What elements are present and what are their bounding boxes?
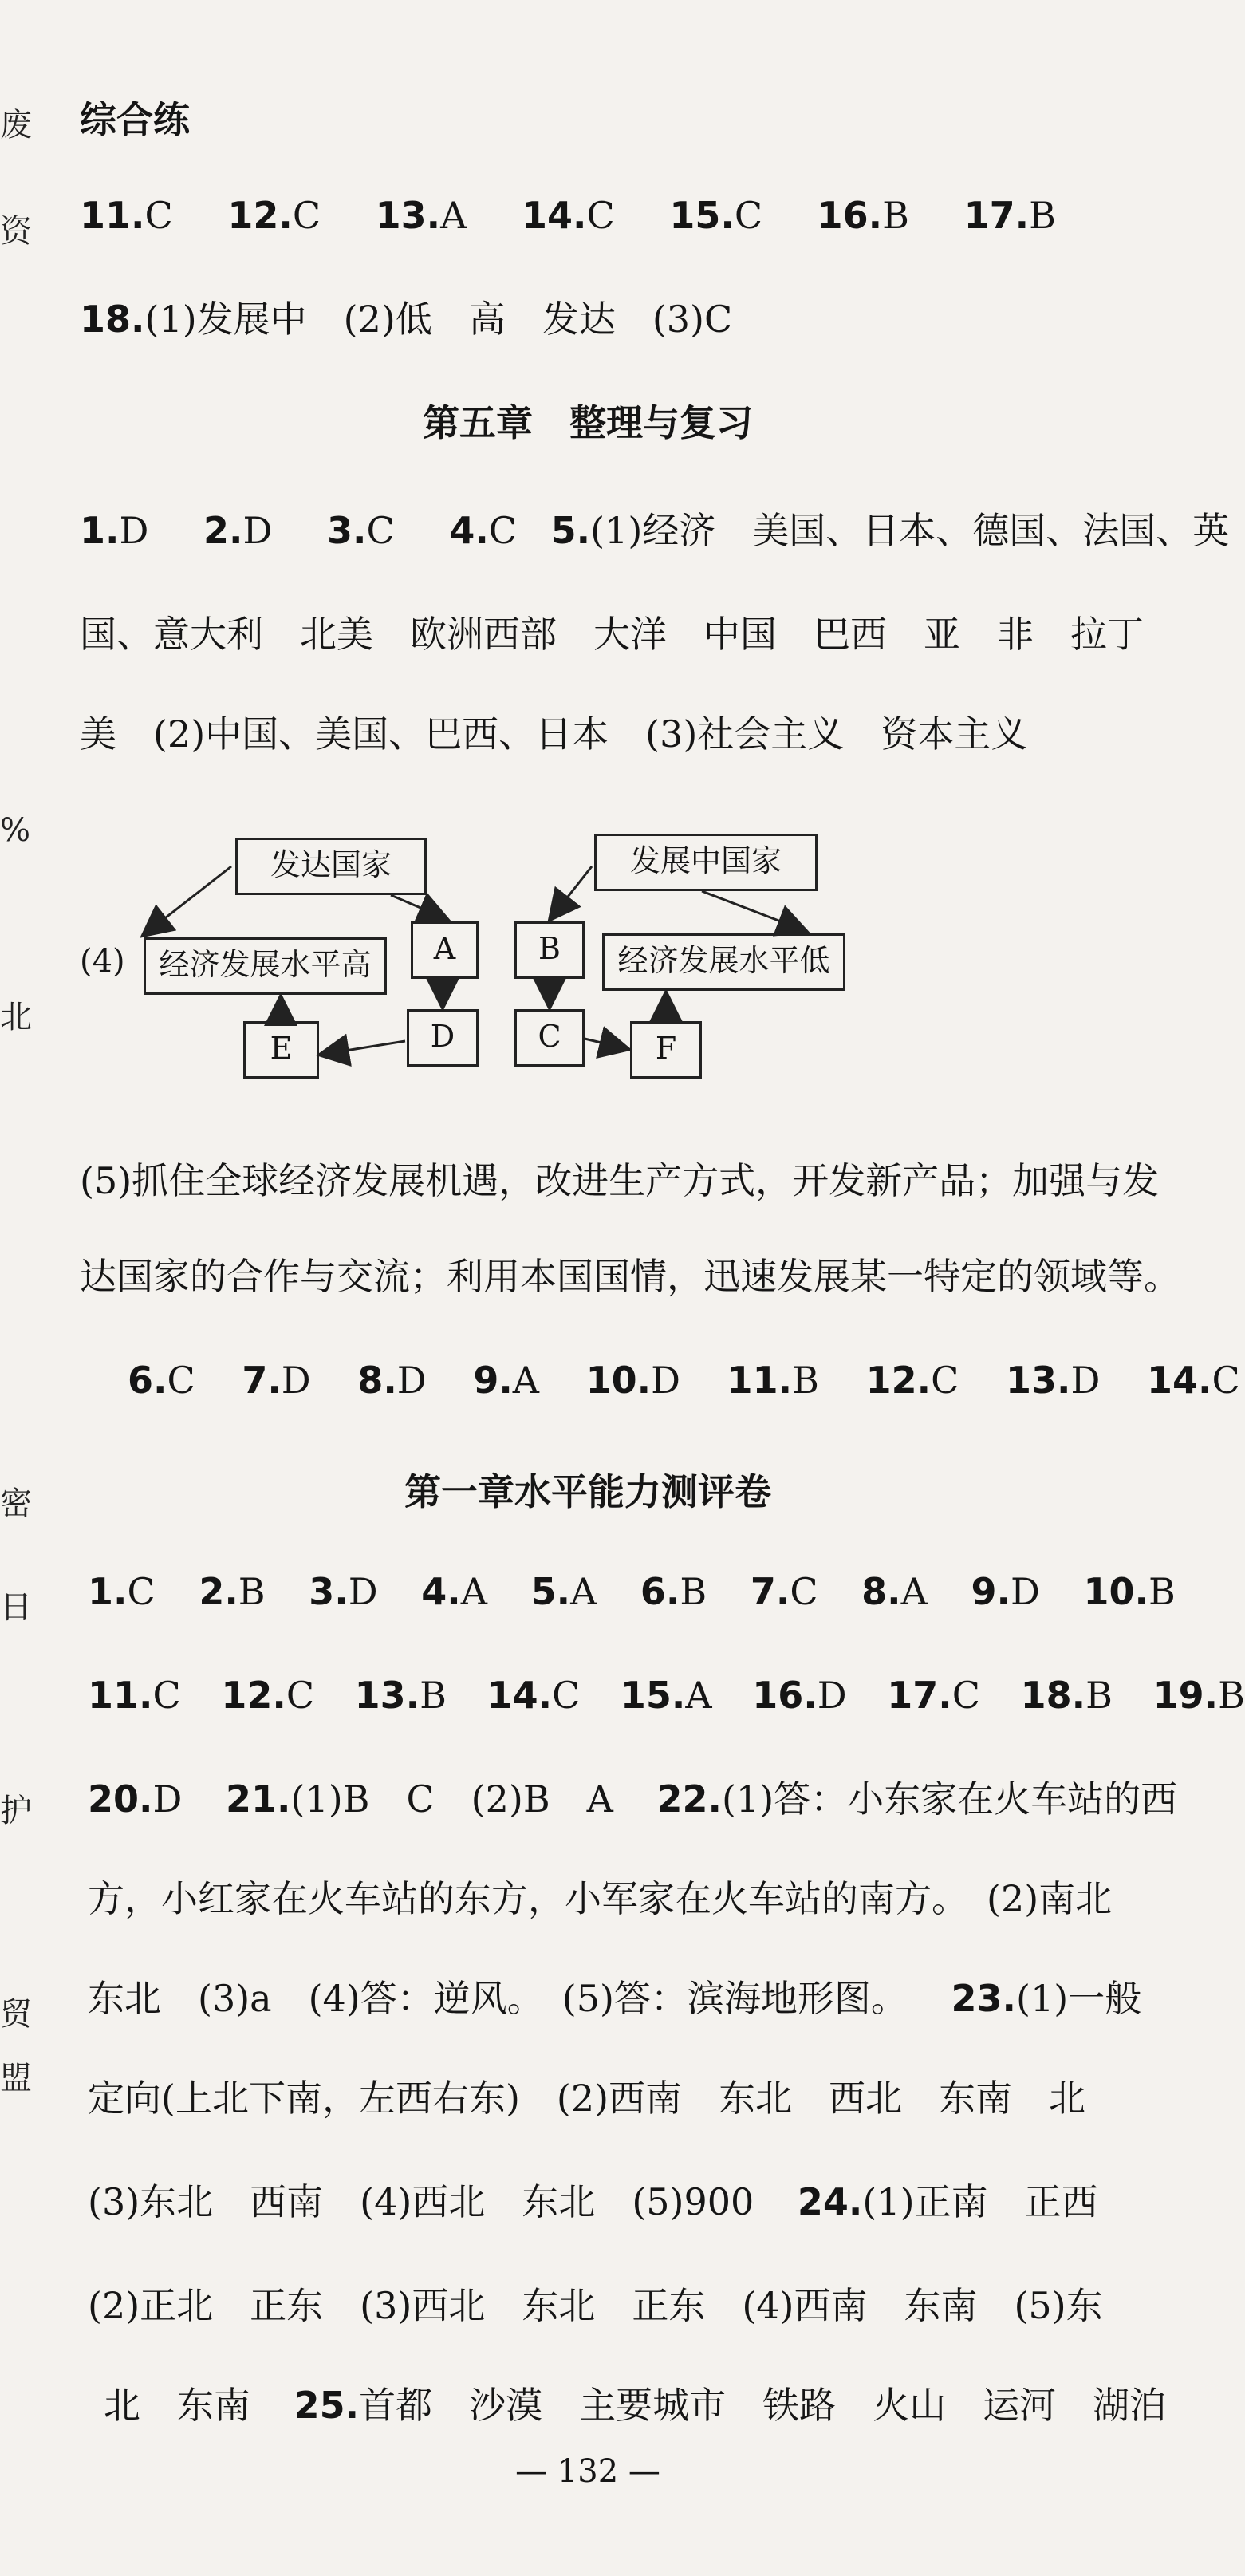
margin-char: 日 (0, 1589, 32, 1626)
answer-text: (1)正南 正西 (862, 2180, 1098, 2223)
answer-item: 13.A (375, 194, 467, 237)
answer-item: 15.A (620, 1674, 712, 1717)
answer-item: 14.C (487, 1674, 581, 1717)
answer-item: 17.B (963, 194, 1056, 237)
section-title: 综合练 (80, 98, 190, 141)
answer-text: 美 (2)中国、美国、巴西、日本 (3)社会主义 资本主义 (80, 712, 1028, 755)
answer-row (88, 1775, 1177, 1823)
answer-item: 2.D (203, 509, 273, 552)
answer-item: 4.C (449, 509, 517, 552)
page-number: — 132 — (515, 2453, 660, 2490)
answer-item: 1.D (80, 509, 149, 552)
answer-text: 北 东南 (104, 2384, 250, 2427)
low-level-box: 经济发展水平低 (602, 933, 845, 991)
question-number: 21. (226, 1777, 291, 1821)
answer-item: 6.B (640, 1570, 707, 1613)
answer-item: 16.B (817, 194, 909, 237)
answer-item: 11.B (727, 1359, 819, 1402)
answer-item: 8.A (861, 1570, 928, 1613)
answer-row (88, 1568, 1176, 1615)
margin-char: 资 (0, 213, 32, 250)
answer-item: 17.C (887, 1674, 980, 1717)
answer-text: 达国家的合作与交流；利用本国国情，迅速发展某一特定的领域等。 (80, 1255, 1180, 1298)
question-number: 23. (951, 1977, 1017, 2020)
answer-item: 10.B (1083, 1570, 1176, 1613)
answer-item: 13.D (1005, 1359, 1101, 1402)
answer-text: 定向(上北下南，左西右东) (2)西南 东北 西北 东南 北 (88, 2077, 1086, 2120)
answer-item: 10.D (585, 1359, 681, 1402)
box-c: C (514, 1009, 585, 1067)
answer-text: (1)发展中 (2)低 高 发达 (3)C (144, 298, 733, 341)
answer-item: 12.C (221, 1674, 315, 1717)
answer-item: 4.A (421, 1570, 487, 1613)
answer-text: 东北 (3)a (4)答：逆风。 (5)答：滨海地形图。 (88, 1977, 908, 2020)
answer-item: 12.C (227, 194, 321, 237)
answer-item: 18.B (1020, 1674, 1113, 1717)
question-number: 18. (80, 298, 145, 341)
answer-text: (1)一般 (1016, 1977, 1142, 2020)
answer-text: (1)答：小东家在火车站的西 (721, 1777, 1178, 1821)
box-e: E (243, 1021, 319, 1079)
margin-char: % (0, 812, 31, 849)
answer-text: 国、意大利 北美 欧洲西部 大洋 中国 巴西 亚 非 拉丁 (80, 613, 1144, 656)
answer-item: 12.C (865, 1359, 959, 1402)
developing-box: 发展中国家 (594, 834, 818, 891)
answer-text: D (152, 1777, 183, 1821)
answer-row (88, 1671, 1245, 1719)
question-number: 22. (656, 1777, 722, 1821)
answer-item: 9.D (971, 1570, 1040, 1613)
margin-char: 废 (0, 107, 32, 144)
margin-char: 盟 (0, 2060, 32, 2097)
answer-row (128, 1356, 1240, 1404)
answer-item: 19.B (1152, 1674, 1245, 1717)
answer-text: (2)正北 正东 (3)西北 东北 正东 (4)西南 东南 (5)东 (88, 2284, 1103, 2327)
question-number: 25. (294, 2384, 360, 2427)
answer-text: (1)B C (2)B A (290, 1777, 613, 1821)
answer-text: 方，小红家在火车站的东方，小军家在火车站的南方。 (2)南北 (88, 1877, 1113, 1920)
answer-item: 15.C (669, 194, 763, 237)
question-number: 24. (797, 2180, 863, 2223)
answer-item: 7.C (750, 1570, 818, 1613)
section-title: 第一章水平能力测评卷 (404, 1470, 771, 1513)
answer-item: 11.C (88, 1674, 181, 1717)
question-number: 5. (550, 509, 591, 552)
diagram-arrows (0, 0, 1176, 1117)
answer-text: 首都 沙漠 主要城市 铁路 火山 运河 湖泊 (359, 2384, 1167, 2427)
answer-item: 1.C (88, 1570, 156, 1613)
answer-text: (1)经济 美国、日本、德国、法国、英 (590, 509, 1230, 552)
diagram-label: (4) (80, 943, 125, 980)
question-number: 20. (88, 1777, 153, 1821)
answer-item: 6.C (128, 1359, 195, 1402)
answer-item: 16.D (752, 1674, 847, 1717)
box-a: A (411, 921, 479, 979)
answer-item: 14.C (1146, 1359, 1240, 1402)
answer-item: 2.B (199, 1570, 266, 1613)
answer-item: 13.B (354, 1674, 447, 1717)
answer-item: 7.D (242, 1359, 311, 1402)
box-b: B (514, 921, 585, 979)
section-title: 第五章 整理与复习 (423, 401, 753, 444)
answer-item: 3.C (327, 509, 395, 552)
answer-row (88, 1974, 1141, 2022)
answer-item: 14.C (522, 194, 615, 237)
margin-char: 北 (0, 999, 32, 1036)
answer-item: 9.A (473, 1359, 540, 1402)
answer-item: 5.A (530, 1570, 597, 1613)
high-level-box: 经济发展水平高 (144, 937, 387, 995)
answer-item: 11.C (80, 194, 173, 237)
margin-char: 护 (0, 1793, 32, 1829)
box-f: F (630, 1021, 702, 1079)
answer-item: 3.D (309, 1570, 378, 1613)
answer-item: 8.D (357, 1359, 427, 1402)
margin-char: 贸 (0, 1996, 32, 2033)
developed-box: 发达国家 (235, 838, 427, 895)
answer-text: (3)东北 西南 (4)西北 东北 (5)900 (88, 2180, 754, 2223)
answer-row (104, 2381, 1166, 2429)
answer-text: (5)抓住全球经济发展机遇，改进生产方式，开发新产品；加强与发 (80, 1159, 1160, 1202)
box-d: D (407, 1009, 479, 1067)
answer-row (88, 2178, 1098, 2226)
margin-char: 密 (0, 1485, 32, 1522)
